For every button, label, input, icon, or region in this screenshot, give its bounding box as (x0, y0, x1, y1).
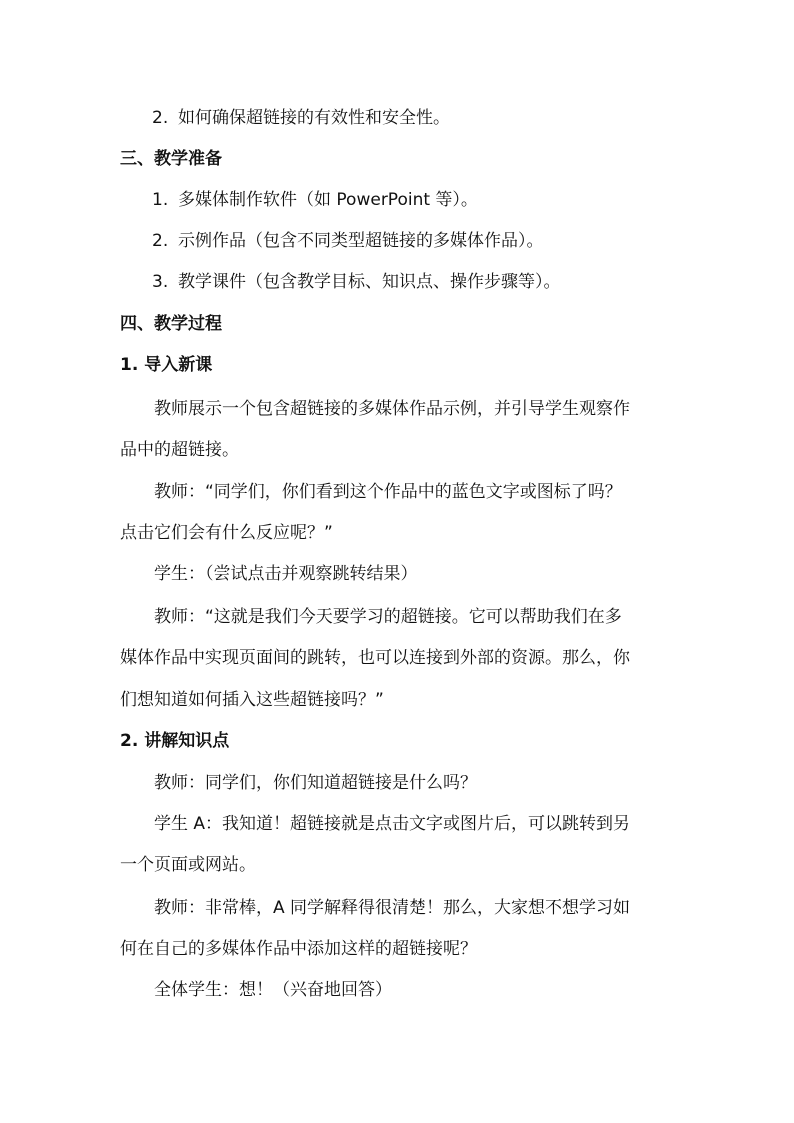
paragraph-line: 教师：非常棒，A 同学解释得很清楚！那么，大家想不想学习如 (154, 898, 631, 918)
list-text: 如何确保超链接的有效性和安全性。 (178, 108, 450, 128)
list-item (120, 229, 544, 253)
paragraph-line: 学生 A：我知道！超链接就是点击文字或图片后，可以跳转到另 (154, 814, 631, 834)
paragraph-line: 一个页面或网站。 (120, 855, 256, 875)
subsection-heading-intro: 1. 导入新课 (120, 355, 213, 375)
list-text: 示例作品（包含不同类型超链接的多媒体作品）。 (178, 231, 544, 251)
list-text: 多媒体制作软件（如 PowerPoint 等）。 (178, 190, 478, 210)
paragraph-line: 品中的超链接。 (120, 440, 239, 460)
paragraph-line: 点击它们会有什么反应呢？” (120, 523, 333, 543)
list-item (120, 106, 450, 130)
paragraph-line: 何在自己的多媒体作品中添加这样的超链接呢？ (120, 939, 477, 959)
paragraph-line: 们想知道如何插入这些超链接吗？” (120, 690, 384, 710)
paragraph-line: 全体学生：想！（兴奋地回答） (154, 980, 392, 1000)
list-number: 3. (152, 272, 169, 292)
subsection-heading-knowledge: 2. 讲解知识点 (120, 731, 230, 751)
list-text: 教学课件（包含教学目标、知识点、操作步骤等）。 (178, 272, 561, 292)
list-number: 2. (152, 231, 169, 251)
list-item (120, 270, 561, 294)
paragraph-line: 教师展示一个包含超链接的多媒体作品示例，并引导学生观察作 (154, 399, 630, 419)
section-heading-process: 四、教学过程 (120, 314, 222, 334)
paragraph-line: 学生：（尝试点击并观察跳转结果） (154, 564, 418, 584)
section-heading-preparation: 三、教学准备 (120, 149, 222, 169)
paragraph-line: 教师：“这就是我们今天要学习的超链接。它可以帮助我们在多 (154, 607, 622, 627)
list-item (120, 188, 478, 212)
list-number: 2. (152, 108, 169, 128)
paragraph-line: 媒体作品中实现页面间的跳转，也可以连接到外部的资源。那么，你 (120, 648, 630, 668)
list-number: 1. (152, 190, 169, 210)
paragraph-line: 教师：同学们，你们知道超链接是什么吗？ (154, 773, 477, 793)
paragraph-line: 教师：“同学们，你们看到这个作品中的蓝色文字或图标了吗？ (154, 482, 622, 502)
